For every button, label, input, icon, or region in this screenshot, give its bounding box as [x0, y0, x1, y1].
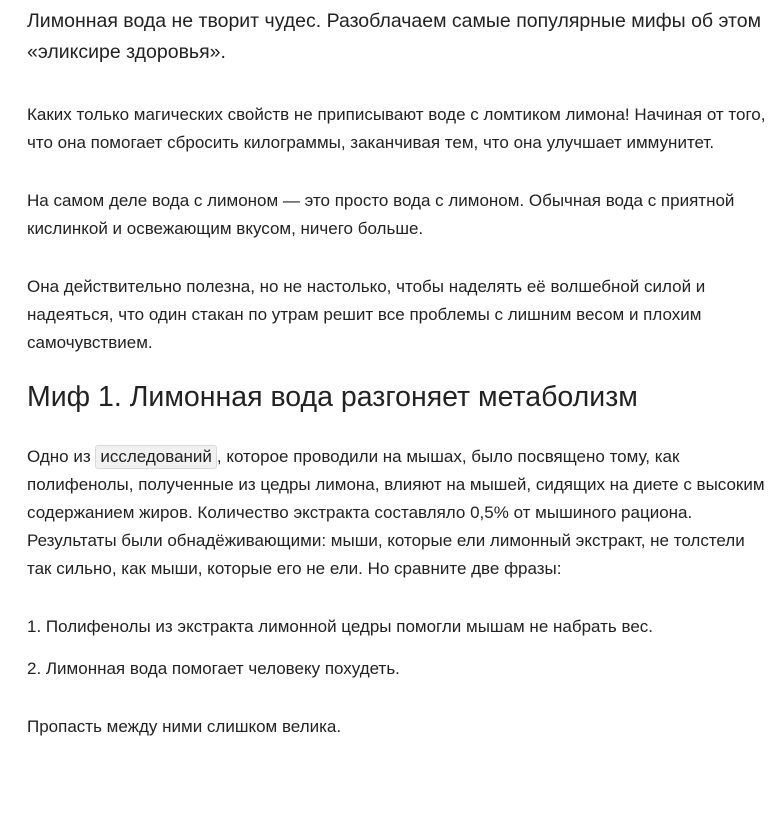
- intro-paragraph-3: Она действительно полезна, но не настолько, чтобы наделять её волшебной силой и надеяться, что один стакан по утрам решит все проблемы с лишним весом и плохим самочувствием.: [27, 277, 706, 352]
- intro-paragraph-2: На самом деле вода с лимоном — это просто вода с лимоном. Обычная вода с приятной кислинкой и освежающим вкусом, ничего больше.: [27, 191, 735, 238]
- section-heading-myth-1: Миф 1. Лимонная вода разгоняет метаболизм: [27, 381, 638, 413]
- list-item: 1. Полифенолы из экстракта лимонной цедры помогли мышам не набрать вес.: [27, 617, 653, 636]
- article-lead: Лимонная вода не творит чудес. Разоблачаем самые популярные мифы об этом «эликсире здоровья».: [27, 10, 762, 63]
- list-item: 2. Лимонная вода помогает человеку похудеть.: [27, 659, 400, 678]
- study-paragraph-rest: , которое проводили на мышах, было посвящено тому, как полифенолы, полученные из цедры лимона, влияют на мышей, сидящих на диете с высоким содержанием жиров. Количество экстракта составляло 0,5% от мышиного рациона. Результаты были обнадёживающими: мыши, которые ели лимонный экстракт, не толстели так сильно, как мыши, которые его не ели. Но сравните две фразы:: [27, 447, 765, 578]
- study-link[interactable]: исследований: [95, 445, 217, 469]
- study-paragraph-start: Одно из: [27, 447, 96, 466]
- intro-paragraph-1: Каких только магических свойств не приписывают воде с ломтиком лимона! Начиная от того, что она помогает сбросить килограммы, заканчивая тем, что она улучшает иммунитет.: [27, 105, 766, 152]
- conclusion-paragraph: Пропасть между ними слишком велика.: [27, 717, 342, 736]
- study-paragraph: [27, 443, 766, 583]
